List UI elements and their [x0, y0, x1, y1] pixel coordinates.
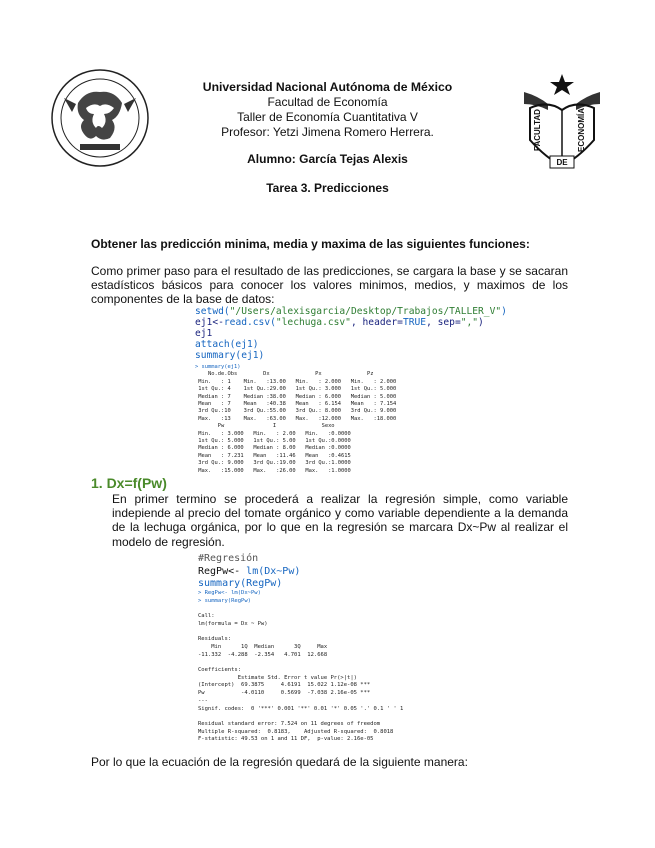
logo-text-facultad: FACULTAD: [533, 109, 542, 151]
regression-output-line: Residual standard error: 7.524 on 11 degrees of freedom: [198, 720, 381, 727]
faculty-name: Facultad de Economía: [267, 95, 388, 109]
summary-output-line: Mean : 7 Mean :40.38 Mean : 6.154 Mean : 7.154: [198, 401, 397, 408]
summary-output-line: Mean : 7.231 Mean :11.46 Mean :0.4615: [198, 452, 351, 459]
regression-output-line: lm(formula = Dx ~ Pw): [198, 620, 268, 627]
regression-output-line: Residuals:: [198, 636, 232, 643]
summary-output-line: Max. :13 Max. :63.00 Max. :12.000 Max. :18.000: [198, 415, 397, 422]
summary-output-line: Pw I Sexo: [217, 423, 335, 430]
summary-table-lines: [195, 371, 403, 473]
summary-output-line: Median : 7 Median :38.00 Median : 6.000 Median : 5.000: [198, 393, 397, 400]
summary-output-line: Min. : 3.000 Min. : 2.00 Min. :0.0000: [198, 430, 351, 437]
course-name: Taller de Economía Cuantitativa V: [237, 110, 418, 124]
regression-output-line: Min 1Q Median 3Q Max: [211, 643, 328, 650]
summary-output-line: 1st Qu.: 4 1st Qu.:29.00 1st Qu.: 3.000 1st Qu.: 5.000: [198, 386, 397, 393]
student-name: Alumno: García Tejas Alexis: [247, 152, 408, 166]
console-prompt-2: > summary(RegPw): [198, 597, 251, 604]
summary-output-line: Median : 6.000 Median : 8.00 Median :0.0000: [198, 445, 351, 452]
closing-sentence: Por lo que la ecuación de la regresión quedará de la siguiente manera:: [91, 755, 468, 769]
console-prompt: > summary(ej1): [195, 364, 241, 370]
console-prompt-1: > RegPw<- lm(Dx~Pw): [198, 590, 261, 596]
professor-name: Profesor: Yetzi Jimena Romero Herrera.: [221, 125, 434, 139]
summary-output-line: 3rd Qu.: 9.000 3rd Qu.:19.00 3rd Qu.:1.0000: [198, 460, 351, 467]
facultad-economia-logo: [518, 70, 606, 170]
regression-summary-lines: [198, 613, 403, 742]
assignment-title: Tarea 3. Predicciones: [266, 181, 389, 195]
regression-output-line: -11.332 -4.288 -2.354 4.701 12.668: [198, 651, 328, 658]
summary-output-line: Min. : 1 Min. :13.00 Min. : 2.000 Min. : 2.000: [198, 378, 397, 385]
r-code-block-2: #Regresión RegPw<- lm(Dx~Pw) summary(RegPw): [198, 553, 301, 589]
instructions-heading: Obtener las predicción minima, media y maxima de las siguientes funciones:: [91, 237, 530, 251]
regression-output-line: F-statistic: 49.53 on 1 and 11 DF, p-value: 2.16e-05: [198, 736, 374, 743]
intro-paragraph: Como primer paso para el resultado de las predicciones, se cargara la base y se sacaran estadísticos básicos para conocer los valores minimos, medios, y maximos de los componentes de la base de datos:: [91, 264, 568, 306]
regression-output-line: Multiple R-squared: 0.8183, Adjusted R-squared: 0.8018: [198, 728, 394, 735]
regression-output-line: Pw -4.0110 0.5699 -7.038 2.16e-05 ***: [198, 690, 371, 697]
regression-output-line: ---: [198, 697, 208, 704]
logo-text-economia: ECONOMÍA: [577, 108, 586, 152]
r-summary-output: [195, 364, 403, 475]
document-header: [150, 80, 505, 140]
summary-output-line: 3rd Qu.:10 3rd Qu.:55.00 3rd Qu.: 8.000 3rd Qu.: 9.000: [198, 408, 397, 415]
regression-output-line: Coefficients:: [198, 667, 242, 674]
r-regression-output: [198, 590, 403, 744]
regression-output-line: (Intercept) 69.3875 4.6191 15.022 1.12e-08 ***: [198, 682, 371, 689]
regression-output-line: Call:: [198, 613, 215, 620]
section-1-paragraph: En primer termino se procederá a realizar la regresión simple, como variable indepiende al precio del tomate orgánico y como variable dependiente a la demanda de la lechuga orgánica, por lo que en la regresión se marcara Dx~Pw al realizar el modelo de regresión.: [112, 492, 568, 549]
logo-text-de: DE: [556, 158, 568, 167]
section-1-title: 1. Dx=f(Pw): [91, 475, 167, 491]
regression-output-line: Signif. codes: 0 '***' 0.001 '**' 0.01 '*' 0.05 '.' 0.1 ' ' 1: [198, 705, 404, 712]
summary-output-line: No.de.Obs Dx Px Pz: [207, 371, 374, 378]
summary-output-line: 1st Qu.: 5.000 1st Qu.: 5.00 1st Qu.:0.0000: [198, 438, 351, 445]
unam-seal-logo: [50, 68, 150, 168]
summary-output-line: Max. :15.000 Max. :26.00 Max. :1.0000: [195, 467, 358, 474]
university-name: Universidad Nacional Autónoma de México: [202, 80, 453, 94]
regression-output-line: Estimate Std. Error t value Pr(>|t|): [237, 674, 357, 681]
r-code-block-1: setwd("/Users/alexisgarcia/Desktop/Trabajos/TALLER_V") ej1<-read.csv("lechuga.csv", header=TRUE, sep=",") ej1 attach(ej1) summary(ej1): [195, 306, 507, 361]
